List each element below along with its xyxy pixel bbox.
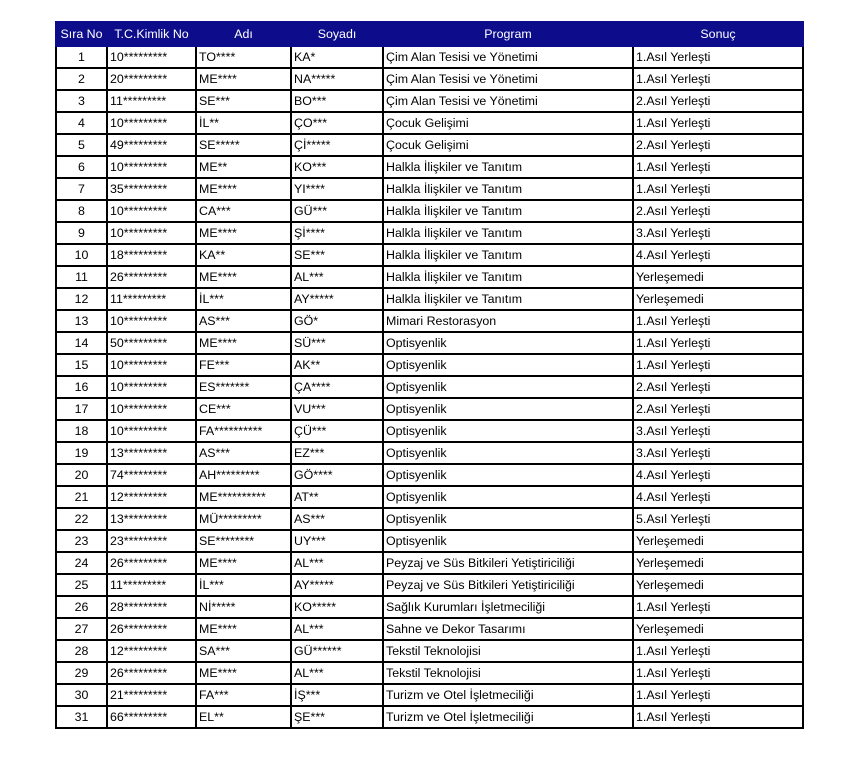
cell-tc-kimlik-no: 10*********	[107, 310, 196, 332]
cell-sonuc: Yerleşemedi	[633, 552, 803, 574]
cell-soyadi: ŞE***	[291, 706, 383, 728]
cell-tc-kimlik-no: 12*********	[107, 486, 196, 508]
table-row	[56, 420, 803, 442]
table-row	[56, 178, 803, 200]
cell-adi: SE***	[196, 90, 291, 112]
cell-sonuc: 1.Asıl Yerleşti	[633, 178, 803, 200]
cell-sira-no: 12	[56, 288, 107, 310]
table-row	[56, 112, 803, 134]
cell-sira-no: 17	[56, 398, 107, 420]
cell-soyadi: AL***	[291, 266, 383, 288]
column-header-soyadi: Soyadı	[291, 22, 383, 46]
cell-sira-no: 24	[56, 552, 107, 574]
cell-soyadi: KA*	[291, 46, 383, 68]
cell-soyadi: YI****	[291, 178, 383, 200]
cell-program: Optisyenlik	[383, 442, 633, 464]
cell-adi: ME****	[196, 68, 291, 90]
cell-sonuc: 1.Asıl Yerleşti	[633, 596, 803, 618]
cell-adi: MÜ*********	[196, 508, 291, 530]
cell-sira-no: 5	[56, 134, 107, 156]
cell-program: Halkla İlişkiler ve Tanıtım	[383, 266, 633, 288]
cell-adi: SA***	[196, 640, 291, 662]
cell-sonuc: 1.Asıl Yerleşti	[633, 310, 803, 332]
cell-sira-no: 15	[56, 354, 107, 376]
table-row	[56, 574, 803, 596]
cell-tc-kimlik-no: 26*********	[107, 266, 196, 288]
cell-soyadi: ÇÜ***	[291, 420, 383, 442]
cell-soyadi: AL***	[291, 618, 383, 640]
cell-tc-kimlik-no: 50*********	[107, 332, 196, 354]
table-row	[56, 596, 803, 618]
cell-tc-kimlik-no: 13*********	[107, 508, 196, 530]
cell-program: Optisyenlik	[383, 398, 633, 420]
column-header-adi: Adı	[196, 22, 291, 46]
cell-program: Turizm ve Otel İşletmeciliği	[383, 684, 633, 706]
table-row	[56, 442, 803, 464]
cell-sira-no: 18	[56, 420, 107, 442]
cell-tc-kimlik-no: 10*********	[107, 156, 196, 178]
table-header	[56, 22, 803, 46]
cell-tc-kimlik-no: 10*********	[107, 200, 196, 222]
cell-sira-no: 19	[56, 442, 107, 464]
cell-soyadi: AT**	[291, 486, 383, 508]
cell-program: Sağlık Kurumları İşletmeciliği	[383, 596, 633, 618]
cell-soyadi: BO***	[291, 90, 383, 112]
table-row	[56, 156, 803, 178]
cell-sonuc: 1.Asıl Yerleşti	[633, 662, 803, 684]
cell-sira-no: 7	[56, 178, 107, 200]
cell-sira-no: 20	[56, 464, 107, 486]
cell-adi: CE***	[196, 398, 291, 420]
cell-adi: Nİ*****	[196, 596, 291, 618]
cell-soyadi: NA*****	[291, 68, 383, 90]
cell-program: Halkla İlişkiler ve Tanıtım	[383, 200, 633, 222]
cell-tc-kimlik-no: 10*********	[107, 376, 196, 398]
cell-sonuc: 1.Asıl Yerleşti	[633, 112, 803, 134]
cell-sonuc: 2.Asıl Yerleşti	[633, 134, 803, 156]
cell-sonuc: Yerleşemedi	[633, 618, 803, 640]
cell-soyadi: AL***	[291, 552, 383, 574]
cell-sira-no: 4	[56, 112, 107, 134]
cell-tc-kimlik-no: 10*********	[107, 420, 196, 442]
cell-program: Çocuk Gelişimi	[383, 134, 633, 156]
cell-adi: EL**	[196, 706, 291, 728]
cell-program: Turizm ve Otel İşletmeciliği	[383, 706, 633, 728]
cell-adi: FA***	[196, 684, 291, 706]
cell-tc-kimlik-no: 11*********	[107, 90, 196, 112]
table-row	[56, 684, 803, 706]
cell-program: Çim Alan Tesisi ve Yönetimi	[383, 46, 633, 68]
cell-adi: CA***	[196, 200, 291, 222]
cell-program: Mimari Restorasyon	[383, 310, 633, 332]
column-header-sira-no: Sıra No	[56, 22, 107, 46]
cell-soyadi: GÖ*	[291, 310, 383, 332]
cell-tc-kimlik-no: 66*********	[107, 706, 196, 728]
cell-sonuc: 1.Asıl Yerleşti	[633, 68, 803, 90]
cell-soyadi: AY*****	[291, 574, 383, 596]
results-table	[55, 21, 804, 729]
cell-tc-kimlik-no: 26*********	[107, 662, 196, 684]
cell-program: Optisyenlik	[383, 530, 633, 552]
cell-sira-no: 23	[56, 530, 107, 552]
cell-sonuc: Yerleşemedi	[633, 288, 803, 310]
cell-soyadi: SÜ***	[291, 332, 383, 354]
cell-sira-no: 29	[56, 662, 107, 684]
cell-adi: ME****	[196, 222, 291, 244]
cell-adi: ME****	[196, 552, 291, 574]
cell-adi: ME****	[196, 266, 291, 288]
table-row	[56, 200, 803, 222]
cell-sonuc: 1.Asıl Yerleşti	[633, 354, 803, 376]
column-header-tc-kimlik-no: T.C.Kimlik No	[107, 22, 196, 46]
cell-adi: AS***	[196, 442, 291, 464]
cell-program: Optisyenlik	[383, 354, 633, 376]
cell-soyadi: KO*****	[291, 596, 383, 618]
table-row	[56, 662, 803, 684]
cell-tc-kimlik-no: 18*********	[107, 244, 196, 266]
cell-program: Çocuk Gelişimi	[383, 112, 633, 134]
cell-soyadi: GÜ******	[291, 640, 383, 662]
cell-sira-no: 11	[56, 266, 107, 288]
cell-adi: TO****	[196, 46, 291, 68]
table-row	[56, 552, 803, 574]
cell-sira-no: 13	[56, 310, 107, 332]
cell-sira-no: 9	[56, 222, 107, 244]
cell-sonuc: 3.Asıl Yerleşti	[633, 420, 803, 442]
table-body	[56, 46, 803, 728]
cell-sonuc: 4.Asıl Yerleşti	[633, 244, 803, 266]
table-row	[56, 222, 803, 244]
cell-sonuc: 1.Asıl Yerleşti	[633, 640, 803, 662]
cell-soyadi: KO***	[291, 156, 383, 178]
cell-adi: KA**	[196, 244, 291, 266]
cell-tc-kimlik-no: 26*********	[107, 618, 196, 640]
cell-sira-no: 28	[56, 640, 107, 662]
cell-tc-kimlik-no: 10*********	[107, 398, 196, 420]
cell-sira-no: 1	[56, 46, 107, 68]
cell-program: Optisyenlik	[383, 464, 633, 486]
cell-sira-no: 22	[56, 508, 107, 530]
cell-soyadi: GÖ****	[291, 464, 383, 486]
table-row	[56, 618, 803, 640]
cell-sira-no: 31	[56, 706, 107, 728]
cell-soyadi: Şİ****	[291, 222, 383, 244]
cell-sonuc: 4.Asıl Yerleşti	[633, 486, 803, 508]
cell-adi: ME****	[196, 662, 291, 684]
cell-sonuc: 2.Asıl Yerleşti	[633, 90, 803, 112]
cell-sira-no: 27	[56, 618, 107, 640]
cell-soyadi: GÜ***	[291, 200, 383, 222]
cell-sira-no: 21	[56, 486, 107, 508]
cell-tc-kimlik-no: 10*********	[107, 112, 196, 134]
table-row	[56, 90, 803, 112]
cell-sonuc: Yerleşemedi	[633, 266, 803, 288]
cell-sira-no: 3	[56, 90, 107, 112]
cell-program: Çim Alan Tesisi ve Yönetimi	[383, 90, 633, 112]
cell-tc-kimlik-no: 74*********	[107, 464, 196, 486]
cell-sira-no: 26	[56, 596, 107, 618]
cell-sonuc: 1.Asıl Yerleşti	[633, 332, 803, 354]
cell-adi: FA**********	[196, 420, 291, 442]
cell-sonuc: 1.Asıl Yerleşti	[633, 46, 803, 68]
table-row	[56, 68, 803, 90]
cell-sonuc: Yerleşemedi	[633, 574, 803, 596]
column-header-sonuc: Sonuç	[633, 22, 803, 46]
table-row	[56, 332, 803, 354]
cell-sonuc: 1.Asıl Yerleşti	[633, 156, 803, 178]
cell-program: Optisyenlik	[383, 332, 633, 354]
cell-program: Peyzaj ve Süs Bitkileri Yetiştiriciliği	[383, 552, 633, 574]
table-row	[56, 244, 803, 266]
cell-tc-kimlik-no: 23*********	[107, 530, 196, 552]
cell-adi: ME****	[196, 618, 291, 640]
cell-soyadi: Çİ*****	[291, 134, 383, 156]
column-header-program: Program	[383, 22, 633, 46]
cell-program: Optisyenlik	[383, 420, 633, 442]
cell-adi: FE***	[196, 354, 291, 376]
cell-tc-kimlik-no: 11*********	[107, 288, 196, 310]
cell-soyadi: SE***	[291, 244, 383, 266]
table-row	[56, 266, 803, 288]
cell-sonuc: 5.Asıl Yerleşti	[633, 508, 803, 530]
cell-adi: SE********	[196, 530, 291, 552]
cell-soyadi: AL***	[291, 662, 383, 684]
cell-program: Optisyenlik	[383, 376, 633, 398]
header-row	[56, 22, 803, 46]
table-row	[56, 398, 803, 420]
cell-sonuc: 1.Asıl Yerleşti	[633, 684, 803, 706]
cell-adi: AH*********	[196, 464, 291, 486]
cell-sira-no: 2	[56, 68, 107, 90]
cell-tc-kimlik-no: 49*********	[107, 134, 196, 156]
cell-program: Tekstil Teknolojisi	[383, 662, 633, 684]
cell-tc-kimlik-no: 35*********	[107, 178, 196, 200]
cell-sira-no: 25	[56, 574, 107, 596]
cell-tc-kimlik-no: 12*********	[107, 640, 196, 662]
cell-sonuc: 3.Asıl Yerleşti	[633, 222, 803, 244]
table-row	[56, 288, 803, 310]
cell-soyadi: AS***	[291, 508, 383, 530]
cell-adi: ES*******	[196, 376, 291, 398]
cell-sira-no: 14	[56, 332, 107, 354]
cell-adi: İL**	[196, 112, 291, 134]
cell-sira-no: 30	[56, 684, 107, 706]
table-row	[56, 134, 803, 156]
cell-program: Sahne ve Dekor Tasarımı	[383, 618, 633, 640]
cell-sonuc: 2.Asıl Yerleşti	[633, 376, 803, 398]
cell-program: Tekstil Teknolojisi	[383, 640, 633, 662]
cell-adi: AS***	[196, 310, 291, 332]
table-row	[56, 486, 803, 508]
table-row	[56, 46, 803, 68]
cell-soyadi: İŞ***	[291, 684, 383, 706]
cell-program: Optisyenlik	[383, 508, 633, 530]
cell-adi: ME**	[196, 156, 291, 178]
cell-tc-kimlik-no: 21*********	[107, 684, 196, 706]
cell-sira-no: 16	[56, 376, 107, 398]
table-row	[56, 640, 803, 662]
cell-tc-kimlik-no: 26*********	[107, 552, 196, 574]
cell-program: Halkla İlişkiler ve Tanıtım	[383, 288, 633, 310]
cell-sonuc: 2.Asıl Yerleşti	[633, 200, 803, 222]
cell-adi: SE*****	[196, 134, 291, 156]
cell-program: Halkla İlişkiler ve Tanıtım	[383, 222, 633, 244]
cell-soyadi: EZ***	[291, 442, 383, 464]
table-row	[56, 706, 803, 728]
cell-adi: İL***	[196, 574, 291, 596]
cell-program: Halkla İlişkiler ve Tanıtım	[383, 156, 633, 178]
cell-program: Peyzaj ve Süs Bitkileri Yetiştiriciliği	[383, 574, 633, 596]
cell-soyadi: ÇA****	[291, 376, 383, 398]
table-row	[56, 508, 803, 530]
cell-tc-kimlik-no: 10*********	[107, 354, 196, 376]
cell-sonuc: Yerleşemedi	[633, 530, 803, 552]
cell-sira-no: 10	[56, 244, 107, 266]
cell-soyadi: ÇO***	[291, 112, 383, 134]
cell-tc-kimlik-no: 10*********	[107, 222, 196, 244]
cell-tc-kimlik-no: 28*********	[107, 596, 196, 618]
table-row	[56, 354, 803, 376]
cell-tc-kimlik-no: 20*********	[107, 68, 196, 90]
cell-tc-kimlik-no: 11*********	[107, 574, 196, 596]
cell-sonuc: 2.Asıl Yerleşti	[633, 398, 803, 420]
cell-sira-no: 6	[56, 156, 107, 178]
cell-soyadi: UY***	[291, 530, 383, 552]
cell-program: Optisyenlik	[383, 486, 633, 508]
cell-soyadi: AK**	[291, 354, 383, 376]
cell-soyadi: VU***	[291, 398, 383, 420]
cell-tc-kimlik-no: 13*********	[107, 442, 196, 464]
table-row	[56, 376, 803, 398]
cell-program: Çim Alan Tesisi ve Yönetimi	[383, 68, 633, 90]
table-row	[56, 464, 803, 486]
cell-program: Halkla İlişkiler ve Tanıtım	[383, 178, 633, 200]
table-row	[56, 530, 803, 552]
cell-sonuc: 4.Asıl Yerleşti	[633, 464, 803, 486]
cell-sonuc: 1.Asıl Yerleşti	[633, 706, 803, 728]
cell-adi: İL***	[196, 288, 291, 310]
cell-sira-no: 8	[56, 200, 107, 222]
cell-tc-kimlik-no: 10*********	[107, 46, 196, 68]
table-row	[56, 310, 803, 332]
cell-adi: ME**********	[196, 486, 291, 508]
cell-sonuc: 3.Asıl Yerleşti	[633, 442, 803, 464]
cell-adi: ME****	[196, 332, 291, 354]
cell-adi: ME****	[196, 178, 291, 200]
cell-soyadi: AY*****	[291, 288, 383, 310]
cell-program: Halkla İlişkiler ve Tanıtım	[383, 244, 633, 266]
